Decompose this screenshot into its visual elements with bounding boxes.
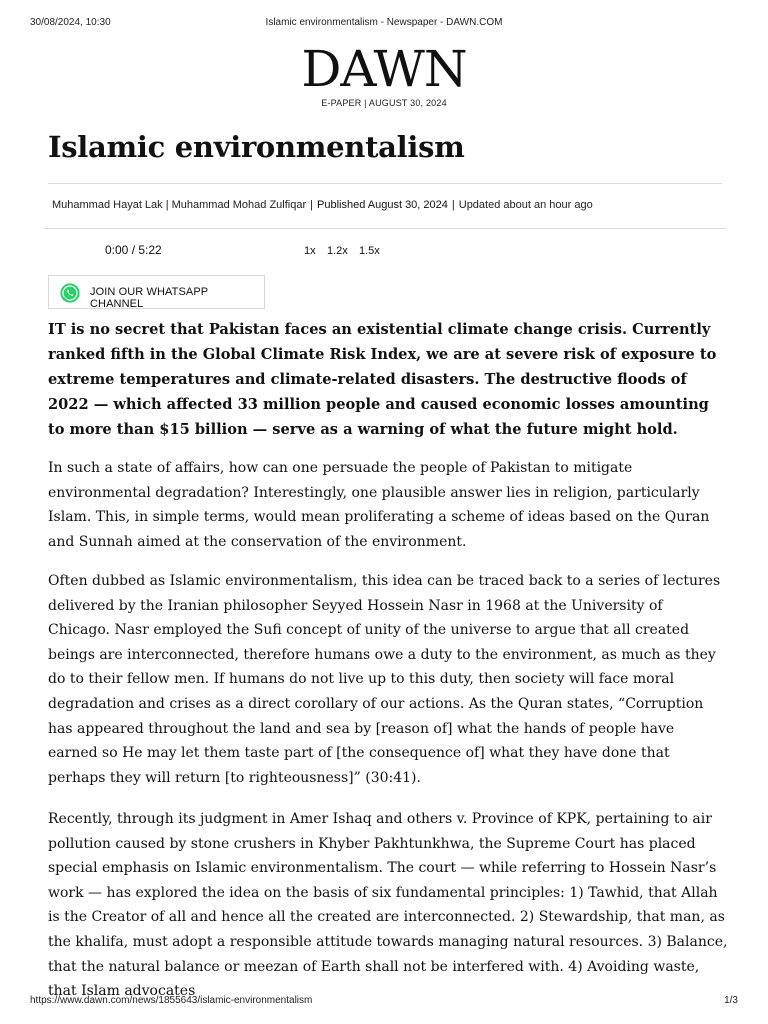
byline-separator: |: [310, 199, 313, 211]
article-paragraph: Recently, through its judgment in Amer Ishaq and others v. Province of KPK, pertaining to air pollution caused by stone crushers in Khyber Pakhtunkhwa, the Supreme Court has placed special emphasis on Islamic environmentalism. The court — while referring to Hossein Nasr’s work — has explored the idea on the basis of six fundamental principles: 1) Tawhid, that Allah is the Creator of all and hence all the created are interconnected. 2) Stewardship, that man, as the khalifa, must adopt a responsible attitude towards managing natural resources. 3) Balance, that the natural balance or meezan of Earth shall not be interfered with. 4) Avoiding waste, that Islam advocates: [48, 811, 728, 1000]
speed-1-5x-button[interactable]: 1.5x: [359, 245, 380, 257]
edition-label: E-PAPER | AUGUST 30, 2024: [321, 98, 447, 108]
title-divider: [48, 183, 722, 184]
byline: [52, 199, 593, 211]
print-footer: [30, 995, 738, 1009]
whatsapp-icon: [60, 283, 80, 303]
print-url[interactable]: https://www.dawn.com/news/1855643/islamic-environmentalism: [30, 995, 313, 1006]
speed-1-2x-button[interactable]: 1.2x: [327, 245, 348, 257]
byline-authors[interactable]: Muhammad Hayat Lak | Muhammad Mohad Zulfiqar: [52, 199, 307, 211]
print-header: [30, 17, 738, 31]
print-page-title: Islamic environmentalism - Newspaper - DAWN.COM: [265, 17, 503, 28]
dawn-logo[interactable]: DAWN: [301, 40, 467, 98]
whatsapp-channel-button[interactable]: [48, 275, 265, 309]
article-title: Islamic environmentalism: [48, 130, 465, 164]
byline-separator: |: [451, 199, 455, 211]
print-page-number: 1/3: [724, 995, 738, 1006]
audio-time: 0:00 / 5:22: [105, 243, 162, 257]
whatsapp-channel-label: JOIN OUR WHATSAPP CHANNEL: [90, 286, 209, 310]
audio-player: [0, 243, 768, 261]
article-paragraph: Often dubbed as Islamic environmentalism, this idea can be traced back to a series of lectures delivered by the Iranian philosopher Seyyed Hossein Nasr in 1968 at the University of Chicago. Nasr employed the Sufi concept of unity of the universe to argue that all created beings are interconnected, therefore humans owe a duty to the environment, as much as they do to their fellow men. If humans do not live up to this duty, then society will face moral degradation and crises as a direct corollary of our actions. As the Quran states, “Corruption has appeared throughout the land and sea by [reason of] what the hands of people have earned so He may let them taste part of [the consequence of] what they have done that perhaps they will return [to righteousness]” (30:41).: [48, 573, 721, 786]
speed-1x-button[interactable]: 1x: [304, 245, 316, 257]
article-lead: IT is no secret that Pakistan faces an existential climate change crisis. Currently ranked fifth in the Global Climate Risk Index, we are at severe risk of exposure to extreme temperatures and climate-related disasters. The destructive floods of 2022 — which affected 33 million people and caused economic losses amounting to more than $15 billion — serve as a warning of what the future might hold.: [48, 321, 717, 438]
masthead: [0, 40, 768, 108]
article-paragraph: In such a state of affairs, how can one persuade the people of Pakistan to mitigate environmental degradation? Interestingly, one plausible answer lies in religion, particularly Islam. This, in simple terms, would mean proliferating a scheme of ideas based on the Quran and Sunnah aimed at the conservation of the environment.: [48, 460, 710, 550]
byline-published: Published August 30, 2024: [317, 199, 448, 211]
byline-divider: [44, 228, 726, 229]
print-datetime: 30/08/2024, 10:30: [30, 17, 111, 28]
byline-updated: Updated about an hour ago: [458, 199, 593, 211]
